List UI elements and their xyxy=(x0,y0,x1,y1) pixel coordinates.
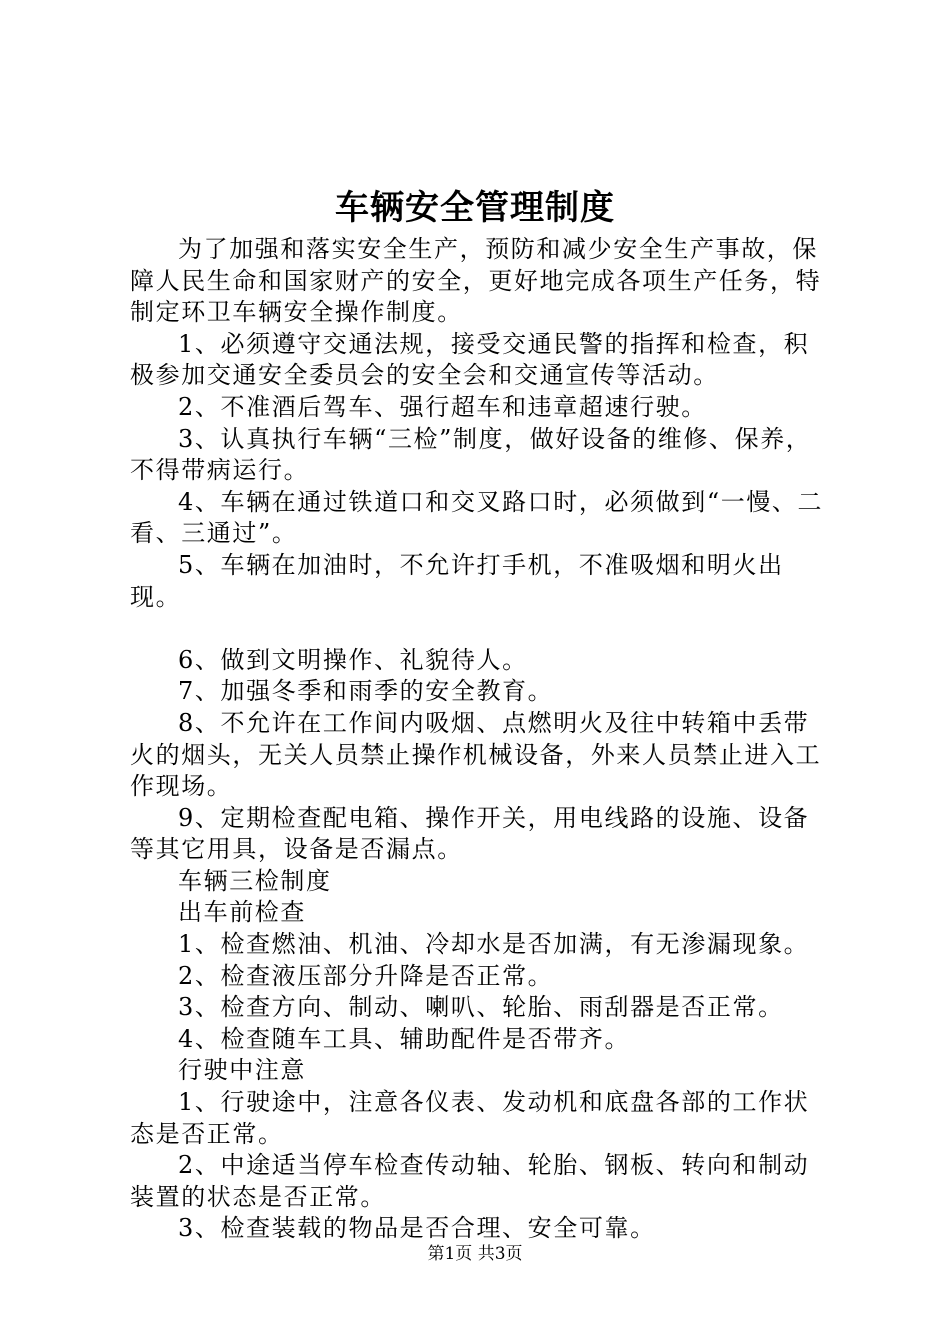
section-heading-three-checks: 车辆三检制度 xyxy=(178,866,332,895)
page-number-footer: 第1页 共3页 xyxy=(427,1244,523,1264)
subheading-while-driving: 行驶中注意 xyxy=(178,1056,306,1085)
document-body xyxy=(130,234,830,1245)
rule-5: 5、车辆在加油时，不允许打手机，不准吸烟和明火出现。 xyxy=(130,550,784,611)
rule-7: 7、加强冬季和雨季的安全教育。 xyxy=(178,677,554,706)
rule-6: 6、做到文明操作、礼貌待人。 xyxy=(178,645,528,674)
rule-8: 8、不允许在工作间内吸烟、点燃明火及往中转箱中丢带火的烟头，无关人员禁止操作机械设备，外来人员禁止进入工作现场。 xyxy=(130,708,822,801)
intro-paragraph: 为了加强和落实安全生产，预防和减少安全生产事故，保障人民生命和国家财产的安全，更好地完成各项生产任务，特制定环卫车辆安全操作制度。 xyxy=(130,235,822,327)
driving-item-2: 2、中途适当停车检查传动轴、轮胎、钢板、转向和制动装置的状态是否正常。 xyxy=(130,1151,810,1211)
blank-line xyxy=(130,613,830,645)
rule-2: 2、不准酒后驾车、强行超车和违章超速行驶。 xyxy=(178,392,707,421)
document-title: 车辆安全管理制度 xyxy=(335,188,615,228)
check-item-3: 3、检查方向、制动、喇叭、轮胎、雨刮器是否正常。 xyxy=(178,993,784,1022)
check-item-1: 1、检查燃油、机油、冷却水是否加满，有无渗漏现象。 xyxy=(178,930,810,959)
rule-4: 4、车辆在通过铁道口和交叉路口时，必须做到“一慢、二看、三通过”。 xyxy=(130,487,824,548)
rule-9: 9、定期检查配电箱、操作开关，用电线路的设施、设备等其它用具，设备是否漏点。 xyxy=(130,803,810,864)
check-item-4: 4、检查随车工具、辅助配件是否带齐。 xyxy=(178,1024,631,1053)
driving-item-3: 3、检查装载的物品是否合理、安全可靠。 xyxy=(178,1214,656,1243)
rule-1: 1、必须遵守交通法规，接受交通民警的指挥和检查，积极参加交通安全委员会的安全会和交通宣传等活动。 xyxy=(130,329,810,390)
subheading-pre-departure: 出车前检查 xyxy=(178,898,306,927)
driving-item-1: 1、行驶途中，注意各仪表、发动机和底盘各部的工作状态是否正常。 xyxy=(130,1088,810,1148)
check-item-2: 2、检查液压部分升降是否正常。 xyxy=(178,961,554,990)
rule-3: 3、认真执行车辆“三检”制度，做好设备的维修、保养，不得带病运行。 xyxy=(130,424,812,485)
